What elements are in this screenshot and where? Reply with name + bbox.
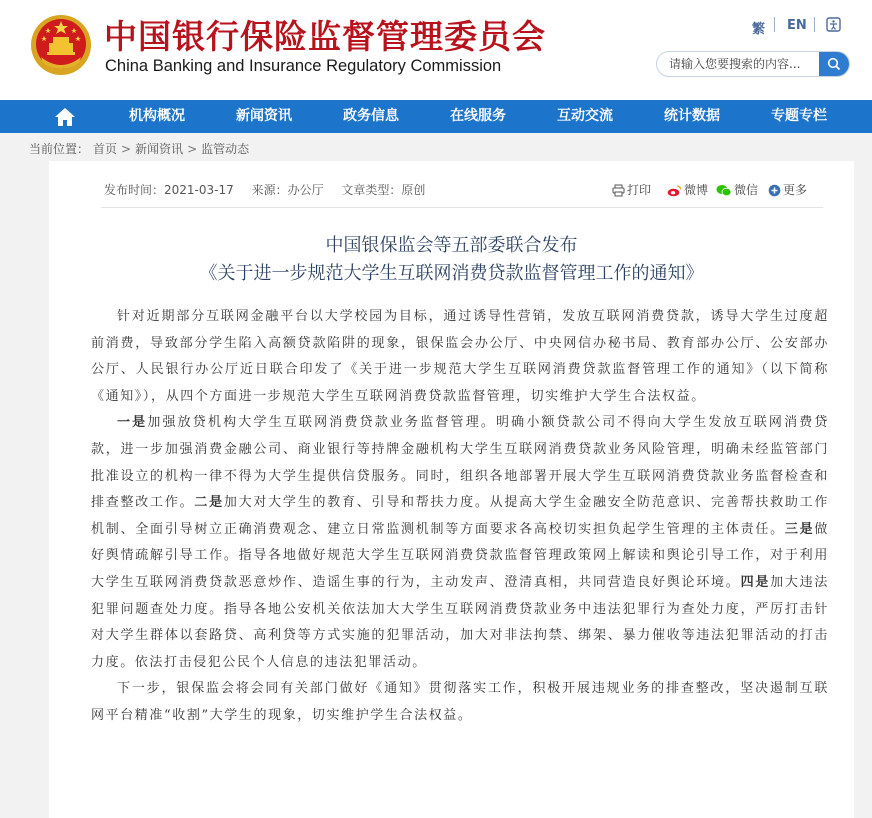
site-title-en: China Banking and Insurance Regulatory Commission [105, 57, 502, 75]
point-text-2: 加大对大学生的教育、引导和帮扶力度。从提高大学生金融安全防范意识、完善帮扶救助工作机制、全面引导树立正确消费观念、建立日常监测机制等方面要求各高校切实担负起学生管理的主体责任。 [91, 495, 829, 537]
point-lead-2: 二是 [194, 495, 224, 511]
article-body [91, 304, 829, 730]
breadcrumb-label: 当前位置： [29, 142, 90, 156]
breadcrumb-separator: > [121, 142, 132, 156]
breadcrumb-home[interactable]: 首页 [93, 142, 118, 156]
wechat-icon [716, 184, 732, 197]
site-title-cn: 中国银行保险监督管理委员会 [104, 17, 546, 56]
breadcrumb-supervision[interactable]: 监管动态 [201, 142, 250, 156]
article-paragraph-1: 针对近期部分互联网金融平台以大学校园为目标，通过诱导性营销，发放互联网消费贷款，诱导大学生过度超前消费，导致部分学生陷入高额贷款陷阱的现象，银保监会办公厅、中央网信办秘书局、教育部办公厅、公安部办公厅、人民银行办公厅近日联合印发了《关于进一步规范大学生互联网消费贷款监督管理工作的通知》（以下简称《通知》），从四个方面进一步规范大学生互联网消费贷款监督管理，切实维护大学生合法权益。 [91, 309, 829, 404]
point-text-4: 加大违法犯罪问题查处力度。指导各地公安机关依法加大大学生互联网消费贷款业务中违法犯罪行为查处力度，严厉打击针对大学生群体以套路贷、高利贷等方式实施的犯罪活动，加大对非法拘禁、绑架、暴力催收等违法犯罪活动的打击力度。依法打击侵犯公民个人信息的违法犯罪活动。 [91, 574, 829, 670]
plus-circle-icon [768, 184, 781, 197]
meta-divider [101, 207, 823, 208]
search-button[interactable] [819, 52, 849, 76]
more-label: 更多 [783, 183, 808, 197]
article-paragraph-3: 下一步，银保监会将会同有关部门做好《通知》贯彻落实工作，积极开展违规业务的排查整改，坚决遏制互联网平台精准“收割”大学生的现象，切实维护学生合法权益。 [91, 681, 829, 723]
nav-item-statistics[interactable]: 统计数据 [664, 108, 720, 124]
point-lead-3: 三是 [784, 521, 815, 537]
nav-item-special-topics[interactable]: 专题专栏 [771, 108, 827, 124]
article-source: 来源：办公厅 [251, 183, 324, 197]
breadcrumb-news[interactable]: 新闻资讯 [135, 142, 184, 156]
english-link[interactable]: EN [787, 18, 807, 33]
breadcrumb-separator: > [187, 142, 198, 156]
point-lead-4: 四是 [740, 574, 771, 590]
print-label: 打印 [627, 183, 652, 197]
lang-divider [774, 17, 775, 32]
publish-time: 发布时间：2021-03-17 [104, 183, 234, 197]
point-text-1: 加强放贷机构大学生互联网消费贷款业务监督管理。明确小额贷款公司不得向大学生发放互联网消费贷款，进一步加强消费金融公司、商业银行等持牌金融机构大学生互联网消费贷款业务风险管理，明确未经监管部门批准设立的机构一律不得为大学生提供信贷服务。同时，组织各地部署开展大学生互联网消费贷款业务监督检查和排查整改工作。 [91, 415, 829, 511]
article-title-line1: 中国银保监会等五部委联合发布 [325, 235, 578, 256]
article-card [49, 161, 854, 818]
more-share-button[interactable] [768, 181, 807, 198]
wechat-label: 微信 [734, 183, 759, 197]
search-box [656, 51, 850, 77]
point-lead-1: 一是 [117, 415, 148, 431]
article-title-line2: 《关于进一步规范大学生互联网消费贷款监督管理工作的通知》 [199, 263, 704, 284]
national-emblem-icon [29, 13, 93, 77]
printer-icon [612, 184, 625, 197]
traditional-chinese-link[interactable]: 繁 [752, 22, 766, 37]
home-icon[interactable] [54, 107, 76, 127]
print-button[interactable] [612, 181, 651, 198]
wechat-share-button[interactable] [716, 181, 758, 198]
breadcrumb [29, 140, 253, 157]
weibo-label: 微博 [684, 183, 709, 197]
site-header [0, 0, 872, 100]
weibo-icon [667, 184, 682, 197]
accessibility-icon[interactable] [826, 17, 841, 32]
nav-item-gov-info[interactable]: 政务信息 [343, 108, 399, 124]
main-nav [0, 100, 872, 133]
article-meta [104, 181, 439, 198]
search-icon [827, 57, 841, 71]
weibo-share-button[interactable] [667, 181, 708, 198]
article-paragraph-2 [91, 410, 829, 676]
search-input[interactable] [657, 52, 819, 76]
point-text-3: 做好舆情疏解引导工作。指导各地做好规范大学生互联网消费贷款监督管理政策网上解读和舆论引导工作，对于利用大学生互联网消费贷款恶意炒作、造谣生事的行为，主动发声、澄清真相，共同营造良好舆论环境。 [91, 521, 829, 590]
article-type: 文章类型：原创 [341, 183, 426, 197]
lang-divider [814, 17, 815, 32]
nav-item-news[interactable]: 新闻资讯 [236, 108, 292, 124]
nav-item-about[interactable]: 机构概况 [129, 108, 185, 124]
nav-item-online-service[interactable]: 在线服务 [450, 108, 506, 124]
nav-item-interaction[interactable]: 互动交流 [557, 108, 613, 124]
